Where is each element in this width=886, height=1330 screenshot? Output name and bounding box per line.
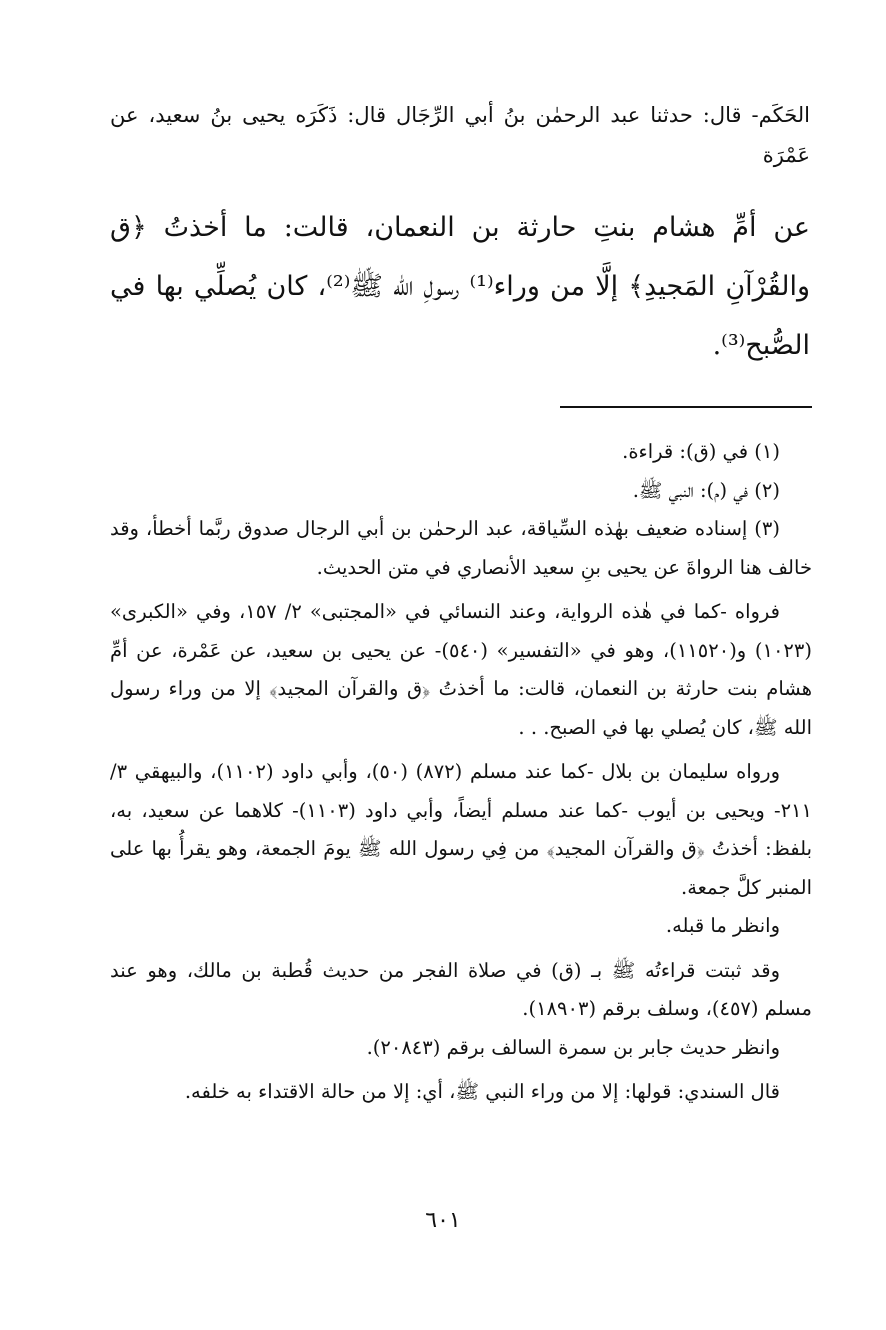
footnote-2: (٢) في (م): النبي ﷺ.: [632, 478, 780, 502]
footnote-paragraph: فرواه -كما في هٰذه الرواية، وعند النسائي في «المجتبى» ٢/ ١٥٧، وفي «الكبرى» (١٠٢٣) و(١١٥٢٠)، وهو في «التفسير» (٥٤٠)- عن يحيى بن سعيد، عن عَمْرة، عن أمِّ هشام بنت حارثة بن النعمان، قالت: ما أخذتُ ﴿ق والقرآن المجيد﴾ إلا من وراء رسول الله ﷺ، كان يُصلي بها في الصبح. . .: [110, 600, 812, 739]
footnote-1: (١) في (ق): قراءة.: [622, 440, 780, 463]
footnotes: [110, 433, 812, 1112]
isnad-intro: الحَكَم- قال: حدثنا عبد الرحمٰن بنُ أبي الرِّجَال قال: ذَكَرَه يحيى بنُ سعيد، عن عَمْرَة: [110, 103, 810, 167]
footnote-3: (٣) إسناده ضعيف بهٰذه السِّياقة، عبد الرحمٰن بن أبي الرجال صدوق ربَّما أخطأ، وقد خالف هنا الرواةَ عن يحيى بنِ سعيد الأنصاري في متن الحديث.: [110, 517, 812, 579]
footnote-paragraph: قال السندي: قولها: إلا من وراء النبي ﷺ، أي: إلا من حالة الاقتداء به خلفه.: [184, 1080, 780, 1103]
footnote-paragraph: ورواه سليمان بن بلال -كما عند مسلم (٨٧٢) (٥٠)، وأبي داود (١١٠٢)، والبيهقي ٣/ ٢١١- ويحيى بن أيوب -كما عند مسلم أيضاً، وأبي داود (١١٠٣)- كلاهما عن سعيد، به، بلفظ: أخذتُ ﴿ق والقرآن المجيد﴾ من فِي رسول الله ﷺ يومَ الجمعة، وهو يقرأُ بها على المنبر كلَّ جمعة.: [110, 760, 812, 899]
footnote-separator: [560, 406, 812, 408]
footnote-paragraph: وانظر حديث جابر بن سمرة السالف برقم (٢٠٨٤٣).: [366, 1035, 780, 1059]
footnote-paragraph: وانظر ما قبله.: [665, 914, 780, 937]
page-number: ٦٠١: [425, 1208, 461, 1233]
hadith-text: عن أمِّ هشام بنتِ حارثة بن النعمان، قالت: ما أخذتُ ﴿ق والقُرْآنِ المَجيدِ﴾ إلَّا من وراء⁽¹⁾ رسولِ الله ﷺ⁽²⁾، كان يُصلِّي بها في الصُّبح⁽³⁾.: [110, 212, 811, 361]
footnote-paragraph: وقد ثبتت قراءتُه ﷺ بـ (ق) في صلاة الفجر من حديث قُطبة بن مالك، وهو عند مسلم (٤٥٧)، وسلف برقم (١٨٩٠٣).: [110, 958, 812, 1020]
